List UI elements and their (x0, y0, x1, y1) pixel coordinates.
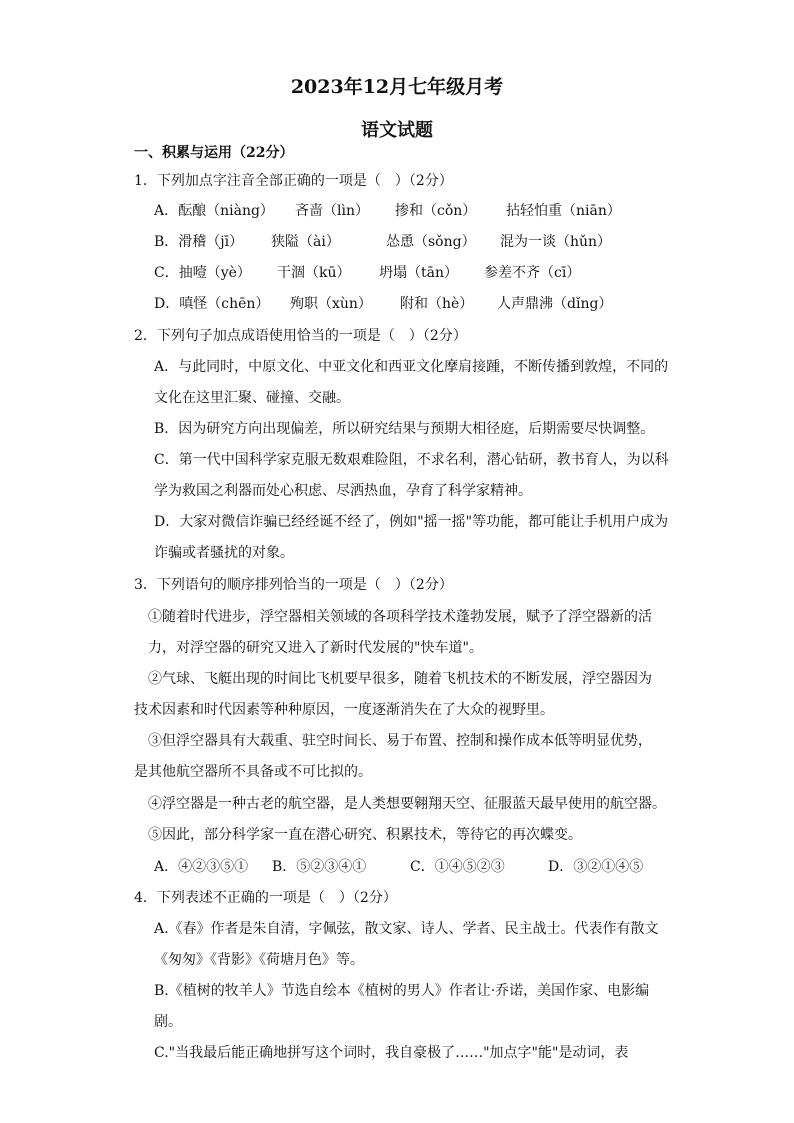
q1-option-a-word3: 掺和（cǒn） (395, 203, 477, 219)
q2-line: D．大家对微信诈骗已经经诞不经了，例如"摇一摇"等功能，都可能让手机用户成为 (154, 514, 669, 530)
q3-option-d: D．③②①④⑤ (548, 859, 644, 875)
q4-line: C."当我最后能正确地拼写这个词时，我自豪极了……"加点字"能"是动词，表 (154, 1045, 629, 1061)
q2-line: 文化在这里汇聚、碰撞、交融。 (154, 390, 350, 406)
q1-option-c-word3: 坍塌（tān） (379, 265, 458, 281)
q1-option-d-word3: 附和（hè） (400, 296, 474, 312)
q3-sentence: ②气球、飞艇出现的时间比飞机要早很多，随着飞机技术的不断发展，浮空器因为 (148, 671, 652, 687)
q2-line: B．因为研究方向出现偏差，所以研究结果与预期大相径庭，后期需要尽快调整。 (154, 421, 655, 437)
question-2-stem: 2．下列句子加点成语使用恰当的一项是（ ）（2分） (134, 328, 467, 344)
q2-line: 学为救国之利器而处心积虑、尽洒热血，孕育了科学家精神。 (154, 483, 532, 499)
exam-title: 2023年12月七年级月考 (290, 76, 504, 98)
section-heading: 一、积累与运用（22分） (134, 145, 294, 161)
q1-option-c: C．抽噎（yè） (154, 265, 251, 281)
q3-sentence: ④浮空器是一种古老的航空器，是人类想要翱翔天空、征服蓝天最早使用的航空器。 (148, 796, 666, 812)
q1-option-a: A．酝酿（niàng） (154, 203, 274, 219)
q3-sentence: 力，对浮空器的研究又进入了新时代发展的"快车道"。 (148, 640, 483, 656)
question-1-stem: 1．下列加点字注音全部正确的一项是（ ）（2分） (134, 173, 453, 189)
q1-option-a-word2: 吝啬（lìn） (295, 203, 369, 219)
q1-option-c-word2: 干涸（kū） (277, 265, 351, 281)
q1-option-b: B．滑稽（jī） (154, 234, 244, 250)
q1-option-d: D．嗔怪（chēn） (154, 296, 270, 312)
q3-sentence: 是其他航空器所不具备或不可比拟的。 (134, 764, 372, 780)
q1-option-d-word2: 殉职（xùn） (290, 296, 372, 312)
exam-subtitle: 语文试题 (361, 120, 433, 141)
q4-line: B.《植树的牧羊人》节选自绘本《植树的男人》作者让·乔诺，美国作家、电影编 (154, 983, 650, 999)
q1-option-d-word4: 人声鼎沸（dǐng） (497, 296, 613, 312)
q1-option-b-word4: 混为一谈（hǔn） (500, 234, 612, 250)
q1-option-b-word2: 狭隘（ài） (271, 234, 340, 250)
question-4-stem: 4．下列表述不正确的一项是（ ）（2分） (134, 890, 397, 906)
q2-line: C．第一代中国科学家克服无数艰难险阻，不求名利，潜心钻研，教书育人，为以科 (154, 452, 669, 468)
q4-line: A.《春》作者是朱自清，字佩弦，散文家、诗人、学者、民主战士。代表作有散文 (154, 921, 659, 937)
q3-sentence: 技术因素和时代因素等种种原因，一度逐渐消失在了大众的视野里。 (134, 702, 554, 718)
q2-line: A．与此同时，中原文化、中亚文化和西亚文化摩肩接踵，不断传播到敦煌，不同的 (154, 359, 669, 375)
question-3-stem: 3．下列语句的顺序排列恰当的一项是（ ）（2分） (134, 577, 453, 593)
q4-line: 《匆匆》《背影》《荷塘月色》等。 (154, 952, 364, 968)
q1-option-b-word3: 怂恿（sǒng） (386, 234, 476, 250)
q3-option-b: B．⑤②③④① (272, 859, 367, 875)
q4-line: 剧。 (154, 1014, 182, 1030)
q1-option-a-word4: 拈轻怕重（niān） (506, 203, 621, 219)
q3-option-a: A．④②③⑤① (154, 859, 249, 875)
q3-sentence: ①随着时代进步，浮空器相关领域的各项科学技术蓬勃发展，赋予了浮空器新的活 (148, 609, 652, 625)
q3-option-c: C．①④⑤②③ (410, 859, 505, 875)
q3-sentence: ⑤因此，部分科学家一直在潜心研究、积累技术，等待它的再次蝶变。 (148, 827, 582, 843)
q1-option-c-word4: 参差不齐（cī） (484, 265, 581, 281)
q3-sentence: ③但浮空器具有大载重、驻空时间长、易于布置、控制和操作成本低等明显优势， (148, 733, 652, 749)
q2-line: 诈骗或者骚扰的对象。 (154, 545, 294, 561)
